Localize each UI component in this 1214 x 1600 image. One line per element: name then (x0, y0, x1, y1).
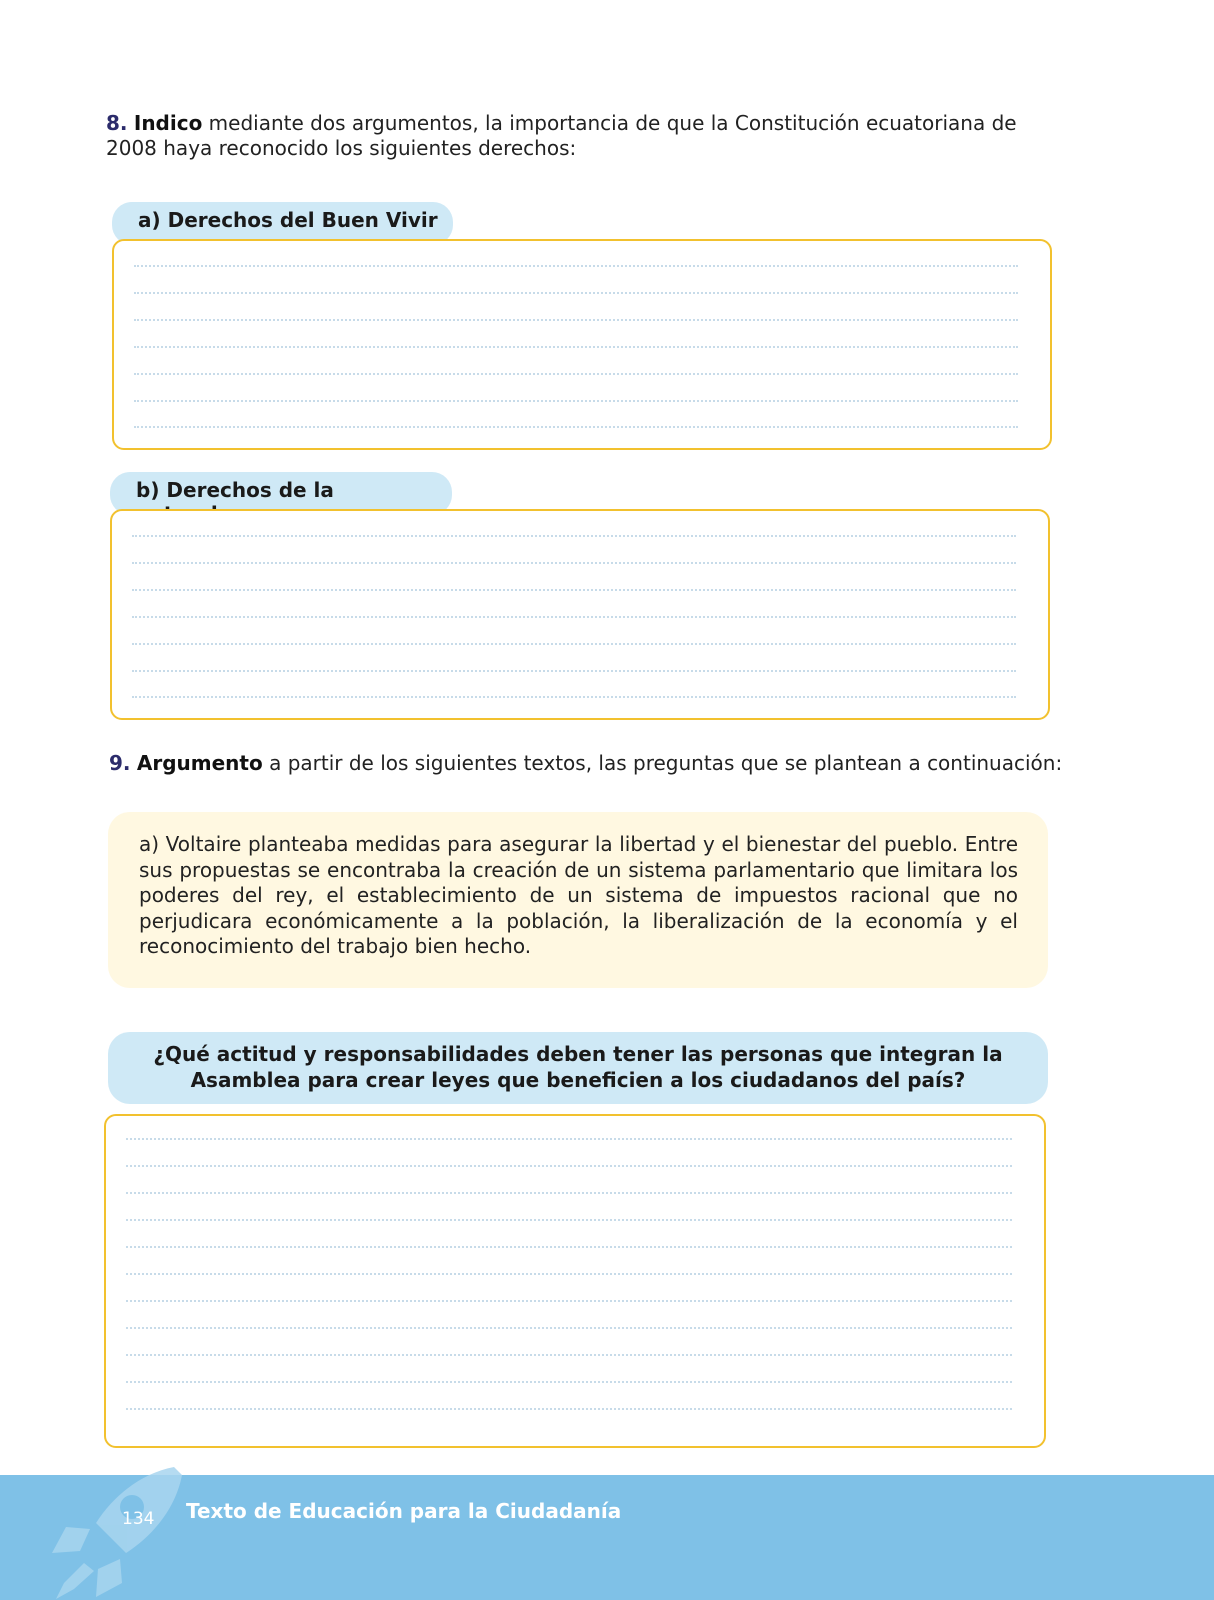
question-8-number: 8. (106, 111, 128, 135)
reading-passage-text: a) Voltaire planteaba medidas para asegurar la libertad y el bienestar del pueblo. Entre sus propuestas se encontraba la creación de un sistema parlamentario que limitara los poderes del rey, el establecimiento de un sistema de impuestos racional que no perjudicara económicamente a la población, la liberalización de la economía y el reconocimiento del trabajo bien hecho. (139, 832, 1018, 958)
footer-title: Texto de Educación para la Ciudadanía (186, 1499, 622, 1523)
answer-box-question[interactable] (104, 1114, 1046, 1448)
answer-line (132, 670, 1016, 672)
answer-line (126, 1219, 1012, 1221)
section-a-label-text: a) Derechos del Buen Vivir (138, 208, 438, 232)
answer-box-b[interactable] (110, 509, 1050, 720)
answer-line (132, 535, 1016, 537)
answer-line (126, 1138, 1012, 1140)
answer-line (126, 1300, 1012, 1302)
answer-line (134, 426, 1018, 428)
question-8 (106, 111, 1066, 161)
answer-line (134, 373, 1018, 375)
answer-line (126, 1381, 1012, 1383)
answer-line (132, 643, 1016, 645)
answer-line (134, 346, 1018, 348)
question-9-text: a partir de los siguientes textos, las preguntas que se plantean a continuación: (262, 751, 1063, 775)
answer-line (132, 616, 1016, 618)
page-footer (0, 1475, 1214, 1600)
discussion-question (108, 1032, 1048, 1104)
answer-line (126, 1165, 1012, 1167)
answer-line (134, 265, 1018, 267)
question-9-number: 9. (109, 751, 131, 775)
question-8-keyword: Indico (133, 111, 203, 135)
answer-line (134, 292, 1018, 294)
page-number: 134 (122, 1509, 155, 1529)
answer-line (132, 696, 1016, 698)
answer-line (126, 1273, 1012, 1275)
reading-passage (108, 812, 1048, 988)
question-9 (109, 751, 1069, 776)
discussion-question-text: ¿Qué actitud y responsabilidades deben tener las personas que integran la Asamblea para crear leyes que beneficien a los ciudadanos del país? (153, 1042, 1003, 1092)
answer-line (134, 319, 1018, 321)
answer-line (126, 1354, 1012, 1356)
question-9-keyword: Argumento (136, 751, 263, 775)
answer-line (132, 562, 1016, 564)
answer-line (126, 1192, 1012, 1194)
question-8-text: mediante dos argumentos, la importancia de que la Constitución ecuatoriana de 2008 haya reconocido los siguientes derechos: (106, 111, 1017, 160)
answer-line (134, 400, 1018, 402)
answer-box-a[interactable] (112, 239, 1052, 450)
answer-line (126, 1327, 1012, 1329)
section-b-label-text: b) Derechos de la (136, 478, 334, 502)
answer-line (126, 1408, 1012, 1410)
answer-line (126, 1246, 1012, 1248)
rocket-icon (44, 1467, 194, 1600)
answer-line (132, 589, 1016, 591)
